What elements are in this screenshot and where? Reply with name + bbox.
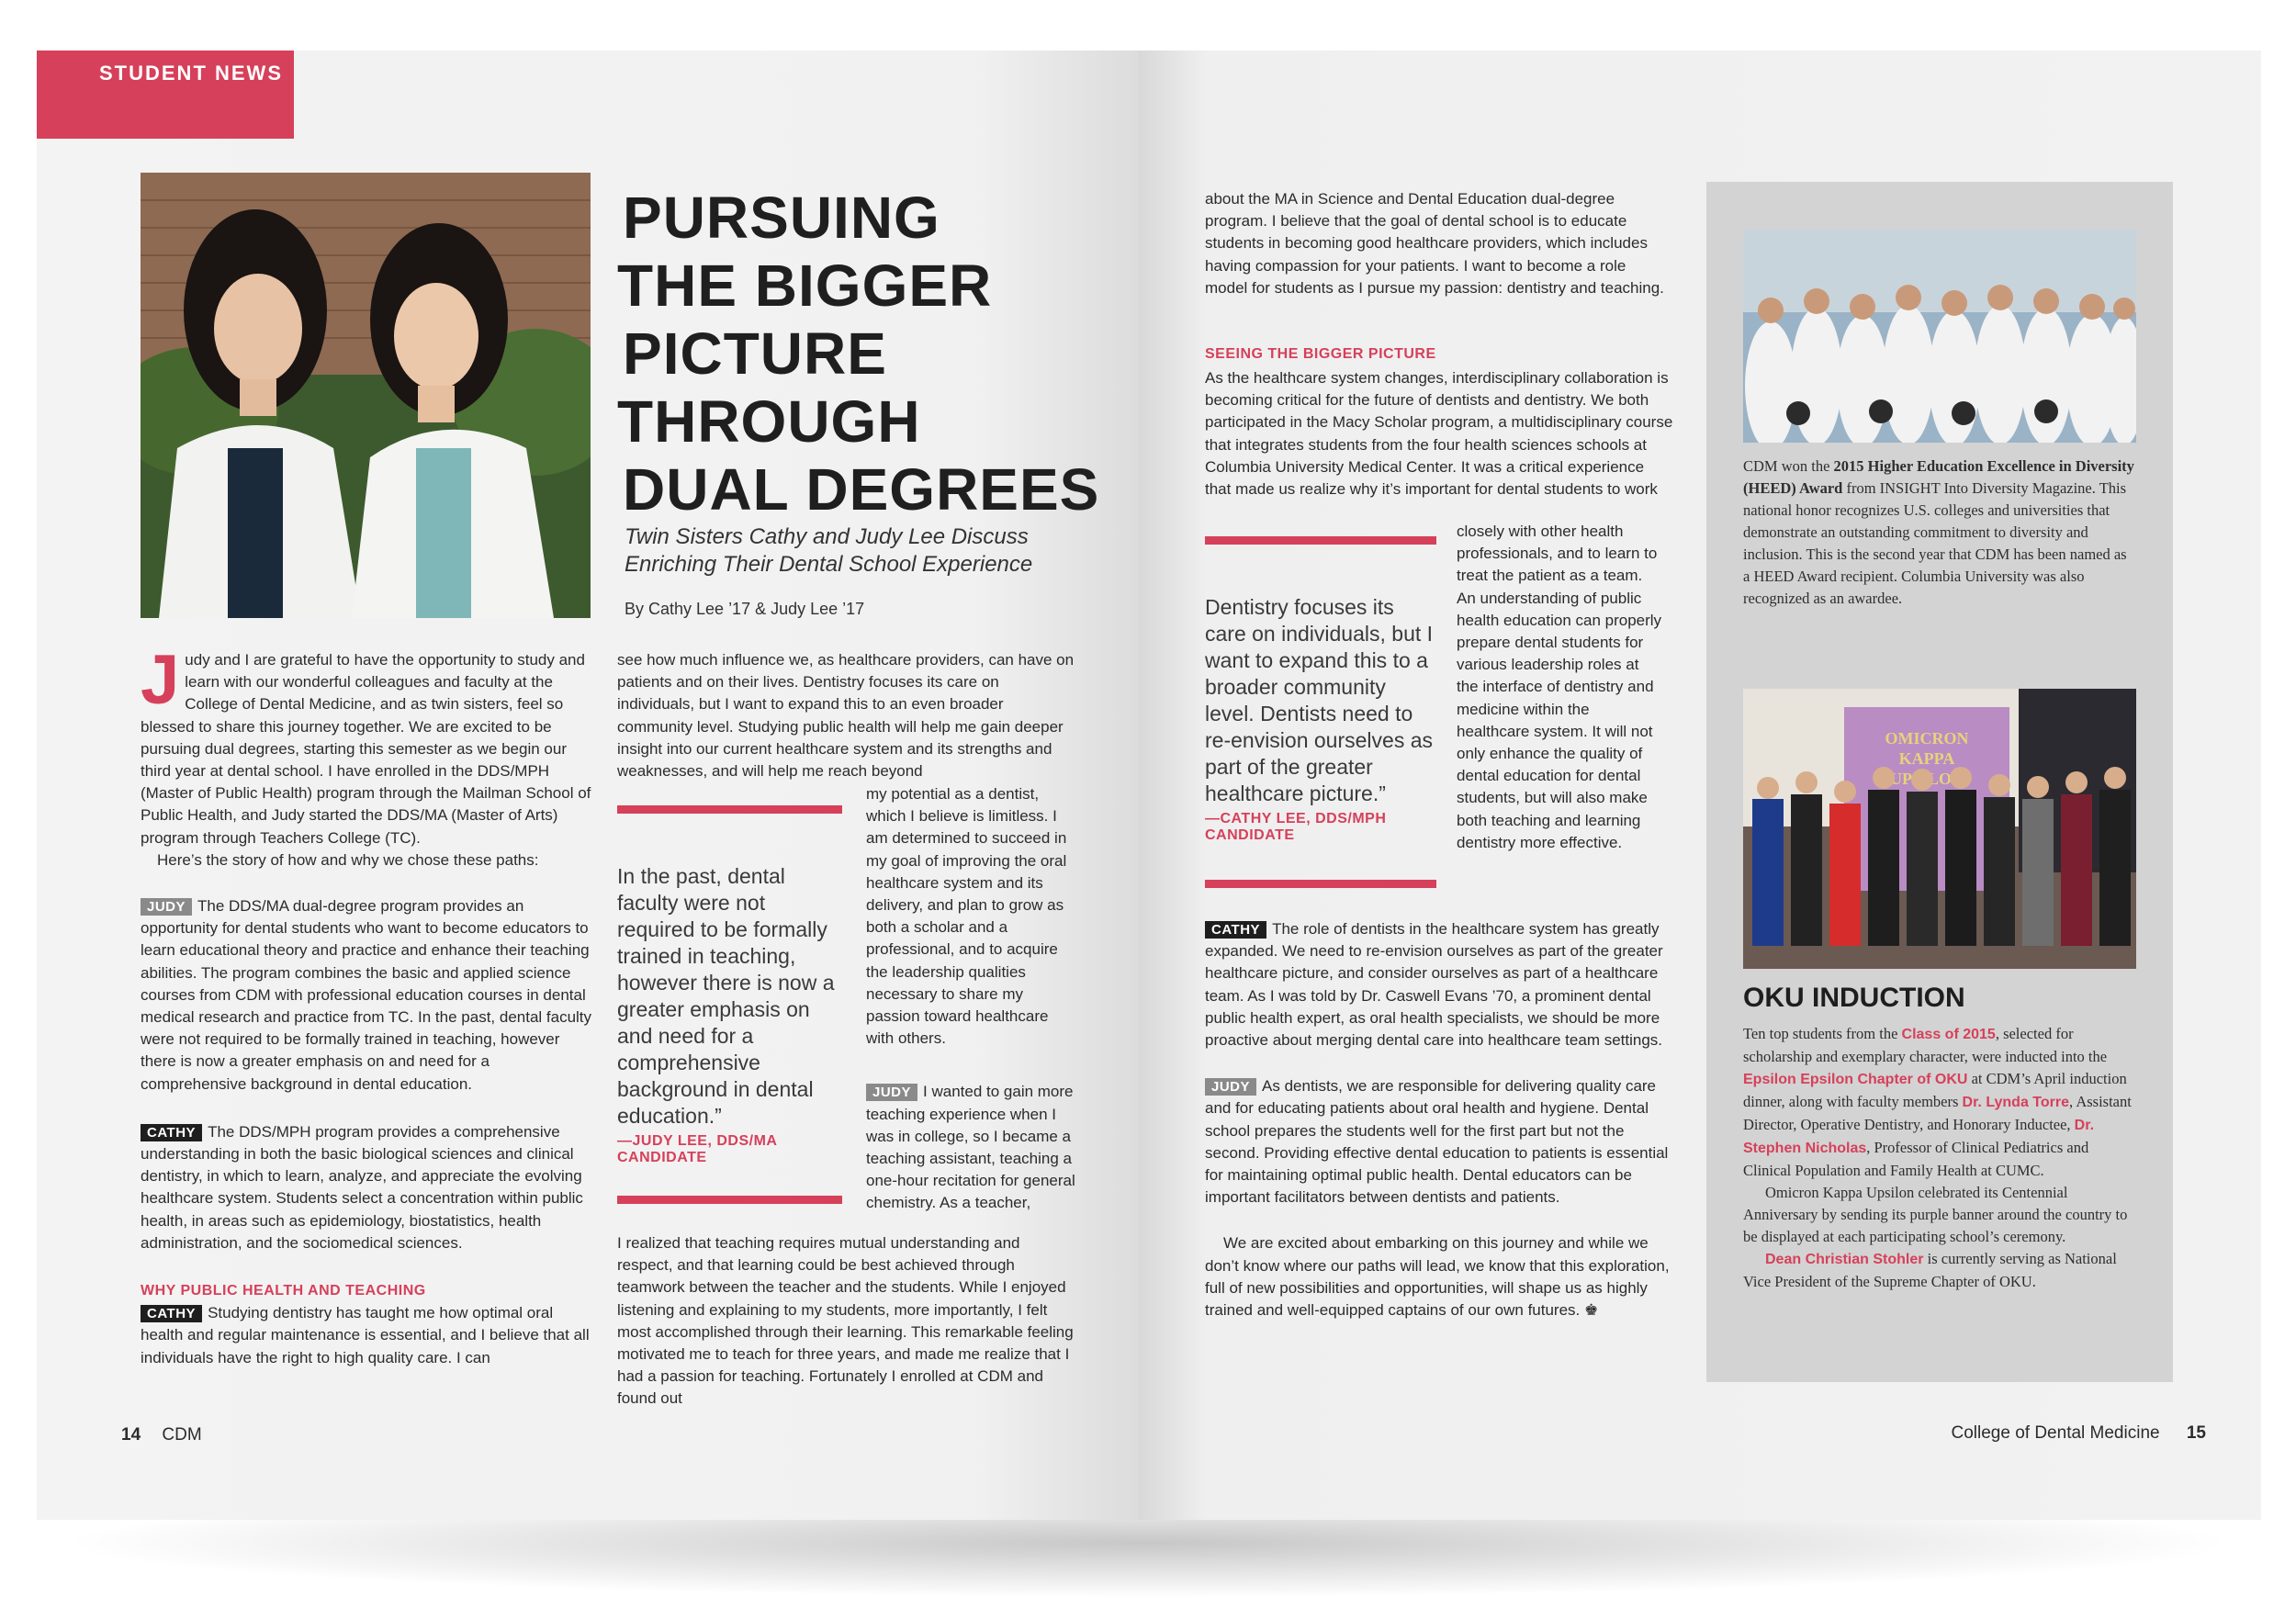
left-column-2-top: see how much influence we, as healthcare providers, can have on patients and on their lives. Dentistry focuses its care on individuals, but I want to expand this to an even broader community level. Studying public health will help me gain deeper insight into our current healthcare system and its strengths and weaknesses, and will help me reach beyond bbox=[617, 651, 1075, 781]
closing-paragraph bbox=[1205, 1232, 1673, 1321]
oku-text: Ten top students from the bbox=[1743, 1025, 1902, 1042]
subhead-why: WHY PUBLIC HEALTH AND TEACHING bbox=[141, 1283, 426, 1299]
pullquote-bar-top bbox=[617, 805, 842, 814]
oku-paragraph: Omicron Kappa Upsilon celebrated its Centennial Anniversary by sending its purple banner around the country to be displayed at each participating school’s ceremony. bbox=[1743, 1184, 2128, 1245]
folio-label: College of Dental Medicine bbox=[1951, 1423, 2160, 1443]
pullquote-bar-top bbox=[1205, 536, 1436, 545]
oku-group-photo bbox=[1743, 689, 2136, 969]
pullquote-attribution: —JUDY LEE, DDS/MA CANDIDATE bbox=[617, 1133, 777, 1165]
title-line: PICTURE bbox=[623, 320, 887, 387]
cathy-text-2: Studying dentistry has taught me how optimal oral health and regular maintenance is essential, and I believe that all individuals have the right to high quality care. I can bbox=[141, 1304, 590, 1366]
heed-award-name: 2015 Higher Education Excellence in Diversity (HEED) Award bbox=[1743, 457, 2134, 497]
left-page bbox=[37, 51, 1139, 1520]
oku-text: is currently serving as National Vice President of the Supreme Chapter of OKU. bbox=[1743, 1250, 2117, 1290]
oku-body bbox=[1743, 1023, 2138, 1293]
oku-chapter-name: Epsilon Epsilon Chapter of OKU bbox=[1743, 1072, 1968, 1087]
judy-text: As dentists, we are responsible for delivering quality care and for educating patients about oral health and hygiene. Dental school prepares the students well for the first part but not the second. Providing effective dental education to patients is essential for maintaining optimal public health. Dental educators can be important facilitators between dentists and patients. bbox=[1205, 1077, 1669, 1207]
pullquote-left bbox=[617, 863, 838, 1166]
oku-heading: OKU INDUCTION bbox=[1743, 983, 1965, 1013]
oku-person-nicholas: Dr. Stephen Nicholas bbox=[1743, 1118, 2095, 1156]
pullquote-text: In the past, dental faculty were not required to be formally trained in teaching, however there is now a greater emphasis on and need for a comprehensive background in dental education.” bbox=[617, 864, 835, 1128]
heed-caption bbox=[1743, 455, 2136, 610]
intro-paragraph bbox=[141, 641, 592, 849]
heed-group-illustration bbox=[1743, 230, 2136, 443]
section-tag: STUDENT NEWS bbox=[37, 51, 294, 139]
cathy-paragraph-2 bbox=[141, 1302, 592, 1369]
subhead-seeing: SEEING THE BIGGER PICTURE bbox=[1205, 346, 1436, 362]
end-mark: ♚ bbox=[1584, 1301, 1599, 1320]
twins-photo-illustration bbox=[141, 173, 591, 618]
pullquote-bar-bottom bbox=[617, 1196, 842, 1204]
oku-paragraph bbox=[1743, 1248, 2138, 1293]
left-column-2-bottom: I realized that teaching requires mutual understanding and respect, and that learning could be best achieved through teamwork between the teacher and the students. While I enjoyed listening and explaining to my students, more importantly, I felt most accomplished through their learning. This remarkable feeling motivated me to teach for three years, and made me realize that I had a passion for teaching. Fortunately I enrolled at CDM and found out bbox=[617, 1234, 1074, 1408]
judy-paragraph bbox=[1205, 1075, 1673, 1209]
judy-label: JUDY bbox=[866, 1084, 917, 1101]
pullquote-bar-bottom bbox=[1205, 880, 1436, 888]
banner-text: KAPPA bbox=[1898, 749, 1955, 768]
cathy-label: CATHY bbox=[1205, 921, 1266, 939]
left-column-2-narrow bbox=[866, 783, 1079, 1228]
intro-text: udy and I are grateful to have the opportunity to study and learn with our wonderful colleagues and faculty at the College of Dental Medicine, and as twin sisters, feel so blessed to share this journey together. We are excited to be pursuing dual degrees, starting this semester as we begin our third year at dental school. I have enrolled in the DDS/MPH (Master of Public Health) program through the Mailman School of Public Health, and Judy started the DDS/MA (Master of Arts) program through Teachers College (TC). bbox=[141, 651, 591, 847]
judy-paragraph bbox=[141, 895, 592, 1096]
sidebar bbox=[1706, 182, 2173, 1382]
title-line: DUAL DEGREES bbox=[623, 456, 1100, 523]
judy-paragraph-2 bbox=[866, 1081, 1079, 1214]
oku-text: , selected for scholarship and exemplary character, were inducted into the bbox=[1743, 1025, 2108, 1065]
pullquote-attribution: —CATHY LEE, DDS/MPH CANDIDATE bbox=[1205, 811, 1387, 843]
oku-class-name: Class of 2015 bbox=[1901, 1027, 1996, 1042]
title-line: THROUGH bbox=[617, 388, 921, 455]
page-number: 15 bbox=[2186, 1423, 2206, 1443]
cathy-label: CATHY bbox=[141, 1124, 202, 1141]
pullquote-right bbox=[1205, 594, 1435, 844]
judy-text: The DDS/MA dual-degree program provides an opportunity for dental students who want to become educators to learn educational theory and practice and enhance their teaching abilities. The program combines the basic and applied science courses from CDM with professional education courses in dental medical research and practice from TC. In the past, dental faculty were not required to be formally trained in teaching, however there is now a greater emphasis on and need for a comprehensive background in dental education. bbox=[141, 897, 592, 1093]
oku-person-stohler: Dean Christian Stohler bbox=[1765, 1252, 1924, 1267]
right-column-1-top: about the MA in Science and Dental Education dual-degree program. I believe that the goal of dental school is to educate students in becoming good healthcare providers, which includes having compassion for your patients. I want to become a role model for students as I pursue my passion: dentistry and teaching. bbox=[1205, 190, 1664, 297]
cathy-text: The DDS/MPH program provides a comprehensive understanding in both the basic biological sciences and clinical dentistry, in which to learn, analyze, and appreciate the evolving healthcare system. Students select a concentration within public health, in areas such as epidemiology, biostatistics, health administration, and the sociomedical sciences. bbox=[141, 1122, 583, 1252]
heed-group-photo bbox=[1743, 230, 2136, 443]
judy-label: JUDY bbox=[141, 898, 192, 916]
judy-text-2: I wanted to gain more teaching experience when I was in college, so I became a teaching assistant, teaching a one-hour recitation for general chemistry. As a teacher, bbox=[866, 1083, 1075, 1212]
left-column-1 bbox=[141, 641, 592, 1382]
article-subtitle bbox=[625, 523, 1032, 579]
judy-label: JUDY bbox=[1205, 1078, 1256, 1096]
subtitle-line: Twin Sisters Cathy and Judy Lee Discuss bbox=[625, 524, 1029, 549]
cathy-label: CATHY bbox=[141, 1305, 202, 1322]
right-page bbox=[1139, 51, 2261, 1520]
left-folio bbox=[121, 1425, 202, 1445]
oku-text: , Assistant Director, Operative Dentistry, and Honorary Inductee, bbox=[1743, 1093, 2132, 1133]
oku-text: , Professor of Clinical Pediatrics and Clinical Population and Family Health at CUMC. bbox=[1743, 1139, 2089, 1179]
intro-paragraph-2: Here’s the story of how and why we chose these paths: bbox=[157, 850, 539, 869]
right-column-1-bottom bbox=[1205, 918, 1673, 1334]
pullquote-text: Dentistry focuses its care on individuals, but I want to expand this to a broader community level. Dentists need to re-envision ourselves as part of the greater healthcare picture.” bbox=[1205, 595, 1434, 805]
title-line: THE BIGGER bbox=[617, 253, 993, 319]
cathy-paragraph bbox=[141, 1121, 592, 1254]
twins-photo bbox=[141, 173, 591, 618]
drop-cap: J bbox=[141, 641, 180, 719]
banner-text: OMICRON bbox=[1885, 729, 1969, 748]
article-title bbox=[617, 184, 1099, 523]
seeing-text: As the healthcare system changes, interdisciplinary collaboration is becoming critical for the future of dentists and dentistry. We both participated in the Macy Scholar program, a multidisciplinary course that integrates students from the four health sciences schools at Columbia University Medical Center. It was a critical experience that made us realize why it’s important for dental students to work bbox=[1205, 369, 1673, 499]
page-number: 14 bbox=[121, 1425, 141, 1445]
byline: By Cathy Lee ’17 & Judy Lee ’17 bbox=[625, 600, 865, 618]
oku-paragraph bbox=[1743, 1023, 2138, 1182]
oku-group-illustration bbox=[1743, 689, 2136, 969]
heed-text: from INSIGHT Into Diversity Magazine. This national honor recognizes U.S. colleges and universities that demonstrate an outstanding commitment to diversity and inclusion. This is the second year that CDM has been named as a HEED Award recipient. Columbia University was also recognized as an awardee. bbox=[1743, 479, 2127, 607]
oku-person-torre: Dr. Lynda Torre bbox=[1962, 1095, 2069, 1110]
folio-label: CDM bbox=[162, 1425, 202, 1445]
oku-text: at CDM’s April induction dinner, along with faculty members bbox=[1743, 1070, 2127, 1110]
subtitle-line: Enriching Their Dental School Experience bbox=[625, 552, 1033, 577]
right-folio bbox=[1952, 1423, 2207, 1444]
cathy-paragraph bbox=[1205, 918, 1673, 1051]
heed-text: CDM won the bbox=[1743, 457, 1834, 475]
title-line: PURSUING bbox=[623, 185, 940, 251]
cathy-text: The role of dentists in the healthcare system has greatly expanded. We need to re-envision ourselves as part of the greater healthcare picture, and consider ourselves as part of a healthcare team. As I was told by Dr. Caswell Evans ’70, a prominent dental public health expert, as oral health specialists, we should be more proactive about merging dental care into healthcare team settings. bbox=[1205, 920, 1663, 1050]
narrow-text: my potential as a dentist, which I believe is limitless. I am determined to succeed in my goal of improving the oral healthcare system and its delivery, and plan to grow as both a scholar and a professional, and to acquire the leadership qualities necessary to share my passion toward healthcare with others. bbox=[866, 785, 1067, 1048]
right-narrow-text: closely with other health professionals, and to learn to treat the patient as a team. An understanding of public health education can properly prepare dental students for various leadership roles at the interface of dentistry and medicine within the healthcare system. It will not only enhance the quality of dental education for dental students, but will also make both teaching and learning dentistry more effective. bbox=[1457, 523, 1662, 851]
closing-text: We are excited about embarking on this journey and while we don’t know where our paths will lead, we know that this exploration, full of new possibilities and opportunities, will shape us as highly trained and well-equipped captains of our own futures. bbox=[1205, 1234, 1670, 1320]
